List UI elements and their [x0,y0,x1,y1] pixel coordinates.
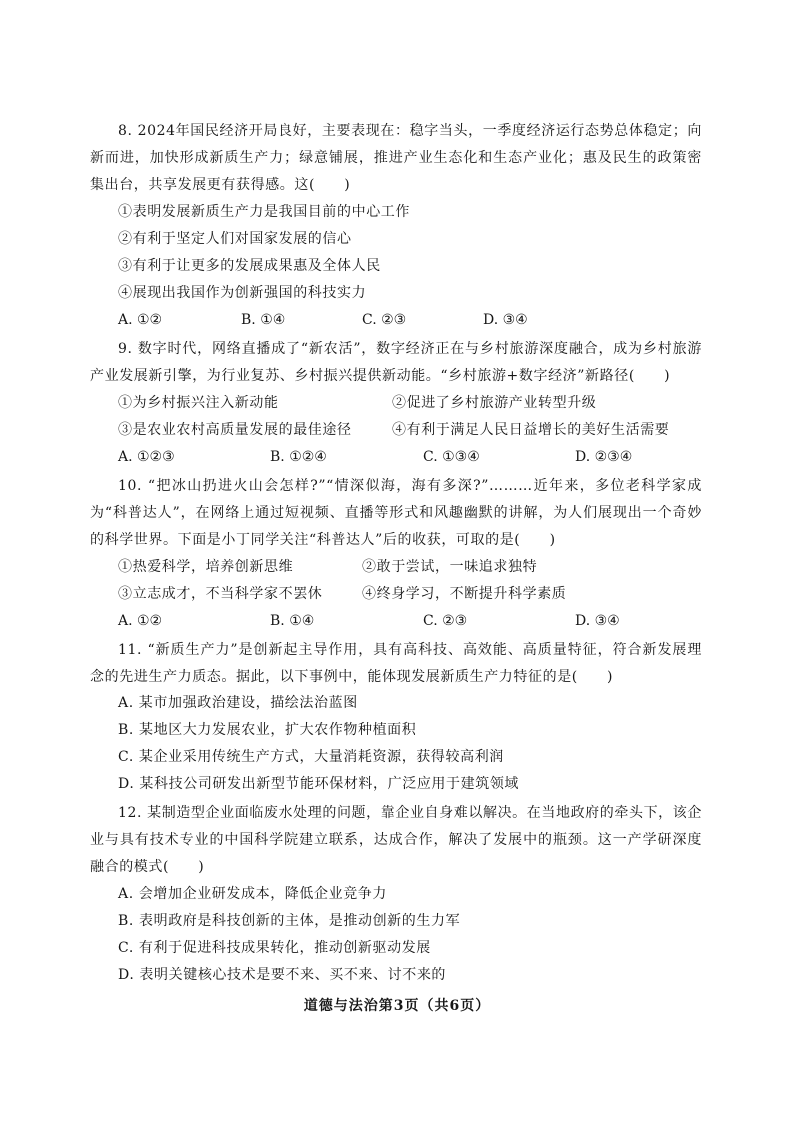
q12-option-a: A. 会增加企业研发成本，降低企业竞争力 [118,886,388,902]
q9-item-3: ③是农业农村高质量发展的最佳途径 [118,422,352,438]
q11-option-d: D. 某科技公司研发出新型节能环保材料，广泛应用于建筑领域 [118,776,520,792]
q12-stem: 12. 某制造型企业面临废水处理的问题，靠企业自身难以解决。在当地政府的牵头下，该企业与具有技术专业的中国科学院建立联系，达成合作，解决了发展中的瓶颈。这一产学研深度融合的模式( ) [90,805,702,875]
q9-option-a: A. ①②③ [118,449,175,465]
q8-item-1: ①表明发展新质生产力是我国目前的中心工作 [118,204,410,220]
q8-option-c: C. ②③ [362,312,407,328]
q11-option-b: B. 某地区大力发展农业，扩大农作物种植面积 [118,722,417,738]
q12-option-b: B. 表明政府是科技创新的主体，是推动创新的生力军 [118,913,461,929]
q9-item-4: ④有利于满足人民日益增长的美好生活需要 [392,422,670,438]
q8-option-a: A. ①② [118,312,163,328]
q8-item-4: ④展现出我国作为创新强国的科技实力 [118,285,367,301]
q10-item-3: ③立志成才，不当科学家不罢休 [118,586,323,602]
q12-option-c: C. 有利于促进科技成果转化，推动创新驱动发展 [118,940,431,956]
q8-item-3: ③有利于让更多的发展成果惠及全体人民 [118,258,381,274]
q8-item-2: ②有利于坚定人们对国家发展的信心 [118,231,352,247]
q10-item-2: ②敢于尝试，一味追求独特 [362,559,538,575]
q9-option-b: B. ①②④ [270,449,327,465]
q10-item-4: ④终身学习，不断提升科学素质 [362,586,567,602]
q12-option-d: D. 表明关键核心技术是要不来、买不来、讨不来的 [118,967,447,983]
q9-item-2: ②促进了乡村旅游产业转型升级 [392,395,597,411]
q9-option-c: C. ①③④ [423,449,480,465]
page-footer: 道德与法治第3页（共6页） [303,998,491,1014]
q11-option-c: C. 某企业采用传统生产方式，大量消耗资源，获得较高利润 [118,749,504,765]
q11-stem: 11. “新质生产力”是创新起主导作用，具有高科技、高效能、高质量特征，符合新发展理念的先进生产力质态。据此，以下事例中，能体现发展新质生产力特征的是( ) [90,642,702,685]
q8-option-d: D. ③④ [483,312,528,328]
q10-option-c: C. ②③ [423,613,468,629]
q11-option-a: A. 某市加强政治建设，描绘法治蓝图 [118,695,358,711]
q10-option-d: D. ③④ [575,613,620,629]
q10-item-1: ①热爱科学，培养创新思维 [118,559,294,575]
q9-stem: 9. 数字时代，网络直播成了“新农活”，数字经济正在与乡村旅游深度融合，成为乡村旅游产业发展新引擎，为行业复苏、乡村振兴提供新动能。“乡村旅游+数字经济”新路径( ) [90,341,702,384]
q10-stem: 10. “把冰山扔进火山会怎样?”“情深似海，海有多深?”………近年来，多位老科学家成为“科普达人”，在网络上通过短视频、直播等形式和风趣幽默的讲解，为人们展现出一个奇妙的科学世界。下面是小丁同学关注“科普达人”后的收获，可取的是( ) [90,478,702,548]
q9-item-1: ①为乡村振兴注入新动能 [118,395,279,411]
q10-option-a: A. ①② [118,613,163,629]
q9-option-d: D. ②③④ [575,449,633,465]
q8-stem: 8. 2024年国民经济开局良好，主要表现在：稳字当头，一季度经济运行态势总体稳定；向新而进，加快形成新质生产力；绿意铺展，推进产业生态化和生态产业化；惠及民生的政策密集出台，共享发展更有获得感。这( ) [90,123,702,193]
q10-option-b: B. ①④ [270,613,315,629]
q8-option-b: B. ①④ [241,312,286,328]
